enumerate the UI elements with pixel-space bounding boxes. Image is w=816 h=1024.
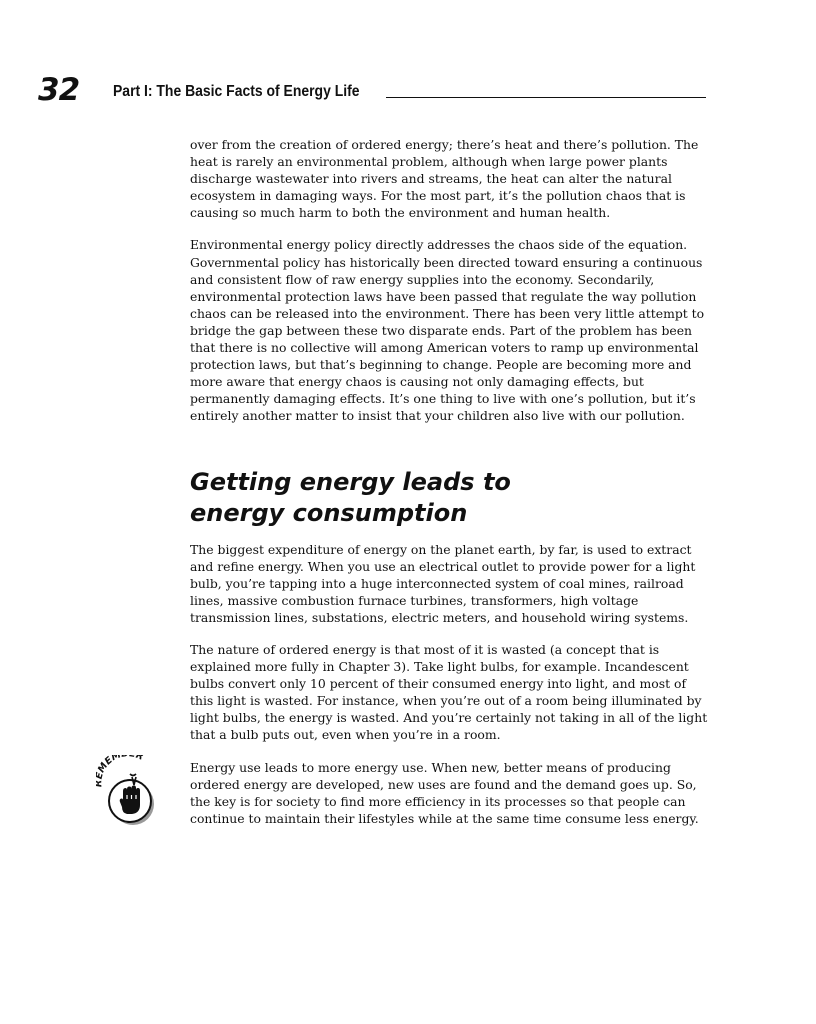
- body-paragraph: Environmental energy policy directly addresses the chaos side of the equation. Governmental policy has historically been directed toward ensuring a continuous and consistent flow of raw energy supplies into the economy. Secondarily, environmental protection laws have been passed that regulate the way pollution chaos can be released into the environment. There has been very little attempt to bridge the gap between these two disparate ends. Part of the problem has been that there is no collective will among American voters to ramp up environmental protection laws, but that’s beginning to change. People are becoming more and more aware that energy chaos is causing not only damaging effects, but permanently damaging effects. It’s one thing to live with one’s pollution, but it’s entirely another matter to insist that your children also live with our pollution.: [190, 237, 705, 424]
- remember-icon: [96, 755, 160, 829]
- remember-text: Energy use leads to more energy use. When new, better means of producing ordered energy are developed, new uses are found and the demand goes up. So, the key is for society to find more efficiency in its processes so that people can continue to maintain their lifestyles while at the same time consume less energy.: [190, 759, 699, 826]
- remember-callout: [96, 754, 708, 827]
- header-rule: [386, 97, 706, 98]
- body-paragraph: over from the creation of ordered energy; there’s heat and there’s pollution. The heat is rarely an environmental problem, although when large power plants discharge wastewater into rivers and streams, the heat can alter the natural ecosystem in damaging ways. For the most part, it’s the pollution chaos that is causing so much harm to both the environment and human health.: [190, 137, 699, 221]
- body-paragraph: The biggest expenditure of energy on the planet earth, by far, is used to extract and refine energy. When you use an electrical outlet to provide power for a light bulb, you’re tapping into a huge interconnected system of coal mines, railroad lines, massive combustion furnace turbines, transformers, high voltage transmission lines, substations, electric meters, and household wiring systems.: [190, 541, 696, 625]
- page-number: 32: [38, 72, 80, 108]
- body-paragraph: The nature of ordered energy is that most of it is wasted (a concept that is explained more fully in Chapter 3). Take light bulbs, for example. Incandescent bulbs convert only 10 percent of their consumed energy into light, and most of this light is wasted. For instance, when you’re out of a room being illuminated by light bulbs, the energy is wasted. And you’re certainly not taking in all of the light that a bulb puts out, even when you’re in a room.: [190, 641, 708, 743]
- running-head: Part I: The Basic Facts of Energy Life: [113, 83, 360, 100]
- page-body: [96, 136, 708, 842]
- section-heading: Getting energy leads to energy consumption: [190, 467, 511, 527]
- remember-icon-label: MEM R: [96, 754, 146, 775]
